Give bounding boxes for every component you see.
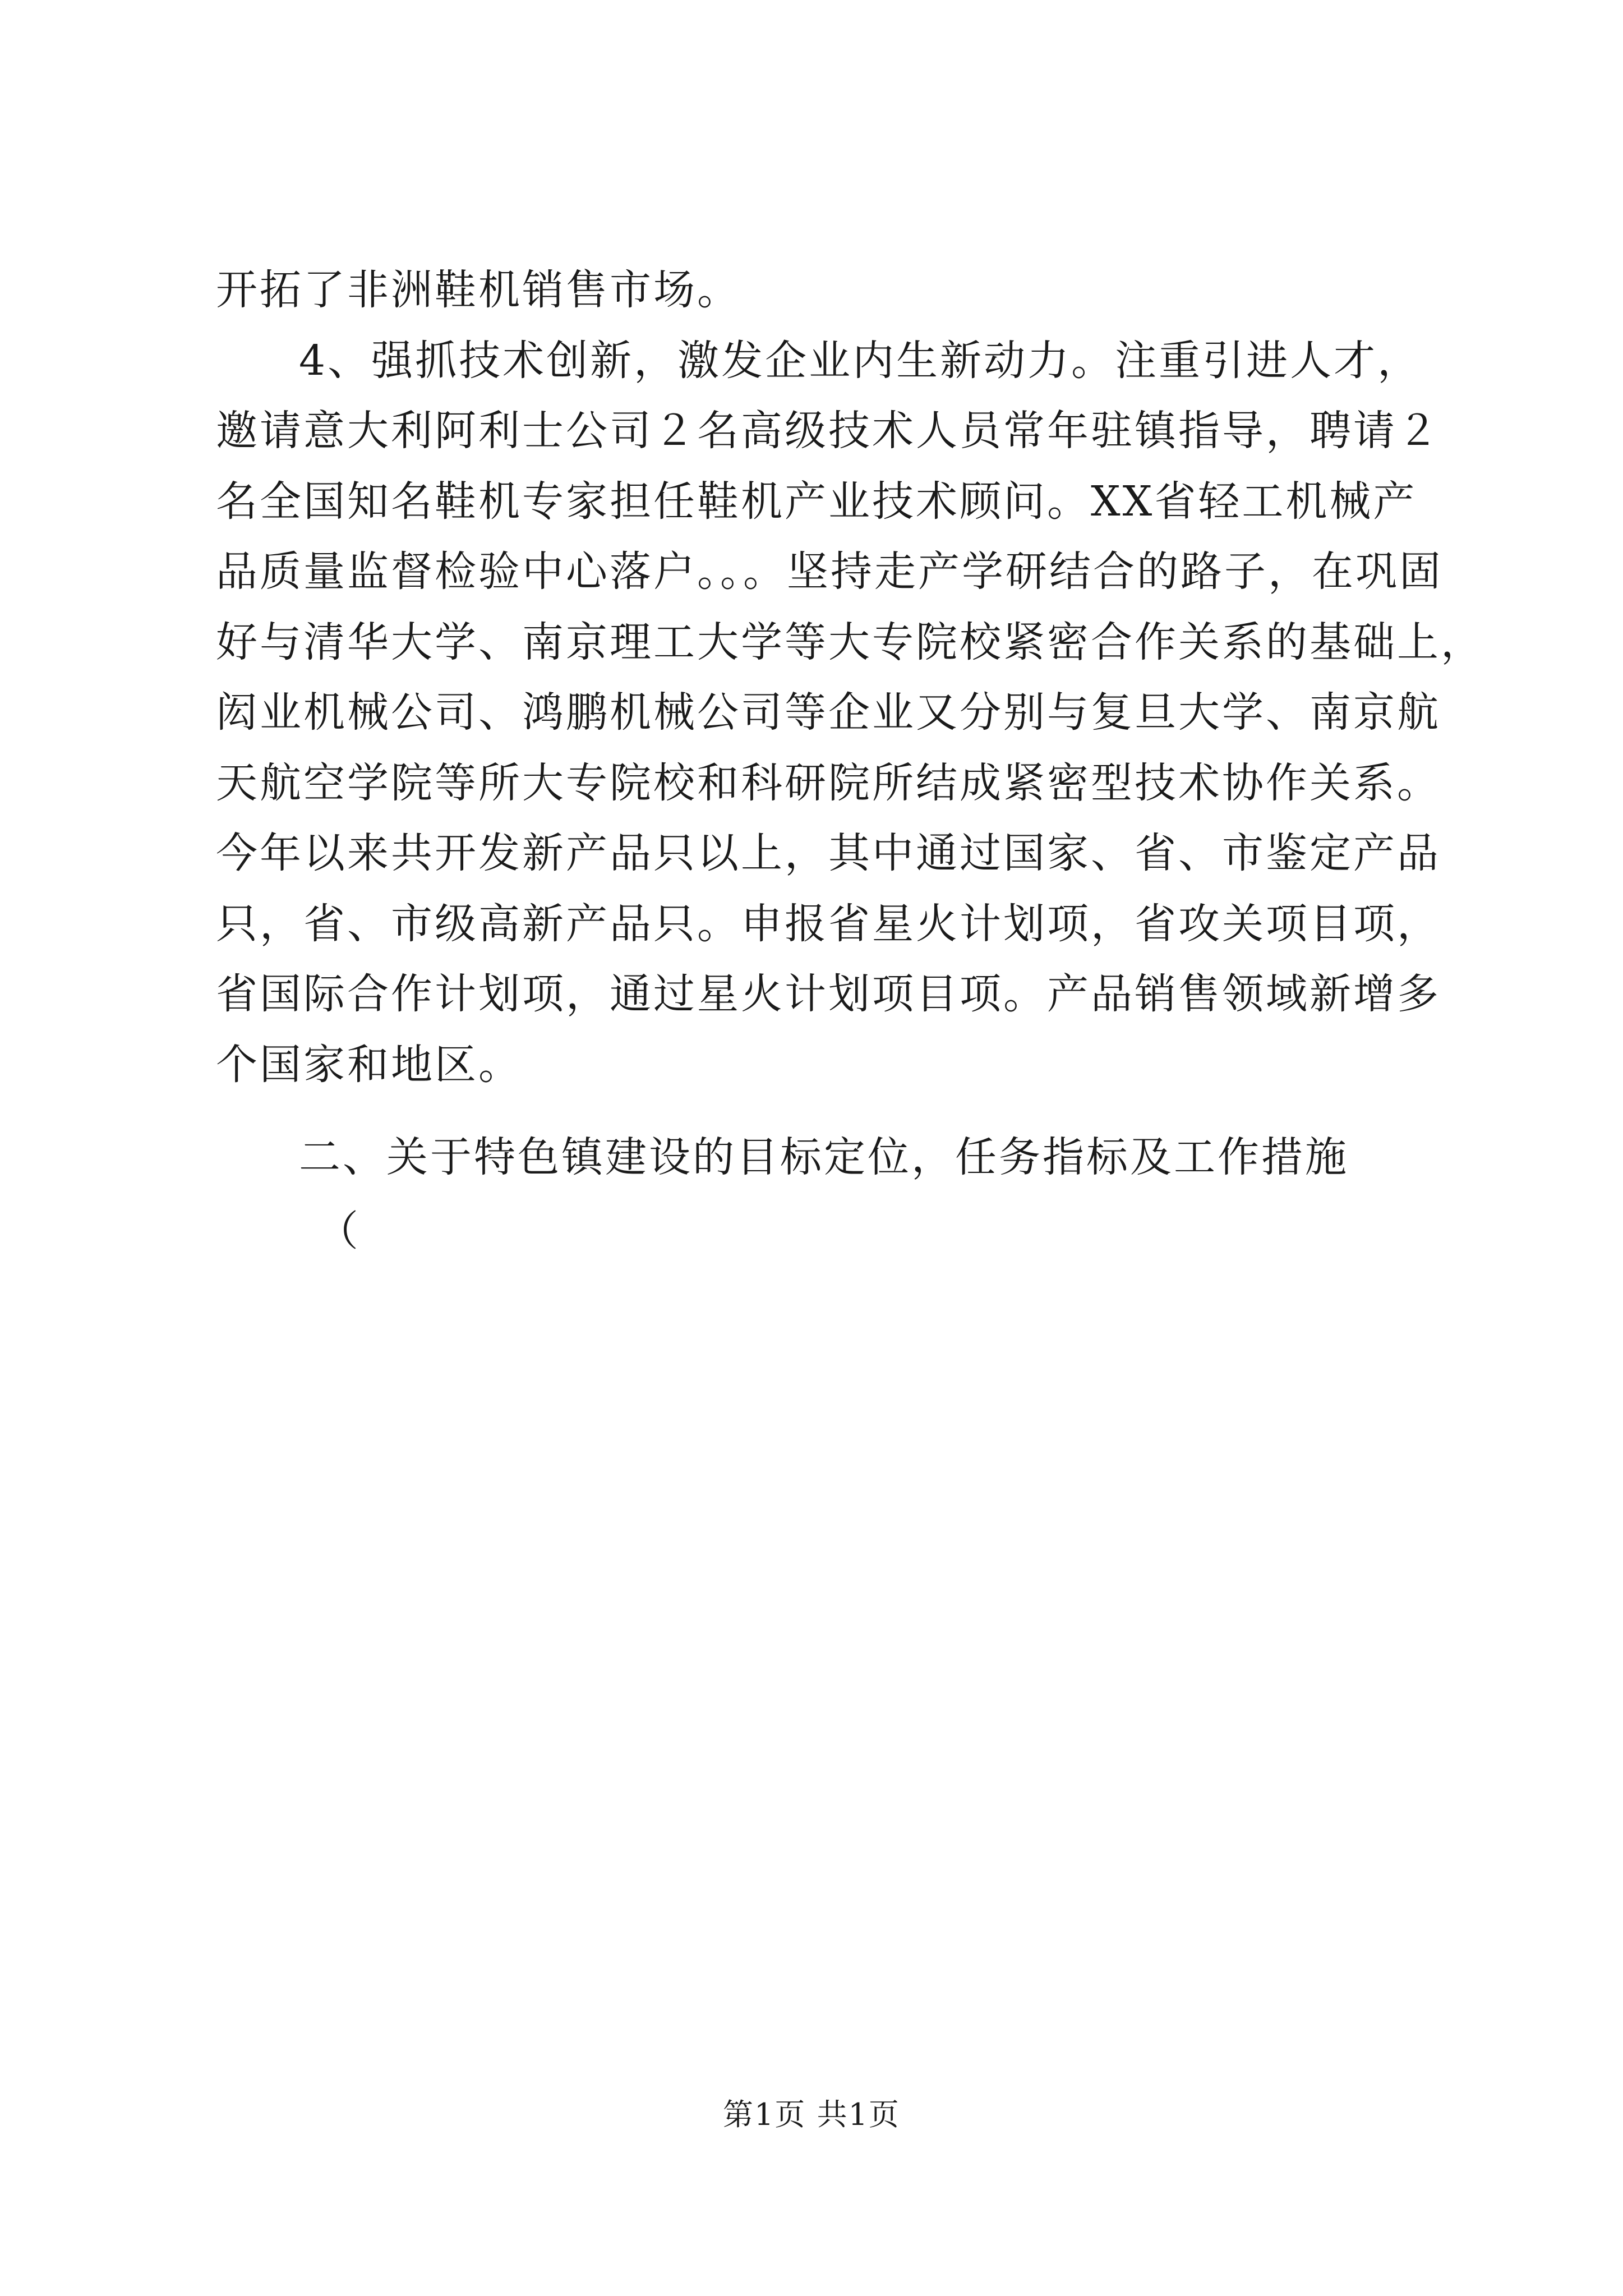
- text-line: 闳业机械公司、鸿鹏机械公司等企业又分别与复旦大学、南京航: [216, 688, 1441, 737]
- section-heading: 二、关于特色镇建设的目标定位，任务指标及工作措施: [299, 1133, 1349, 1181]
- page-footer: 第1页 共1页: [723, 2097, 900, 2132]
- text-line: 好与清华大学、南京理工大学等大专院校紧密合作关系的基础上，: [216, 618, 1484, 666]
- text-line: 品质量监督检验中心落户。。。坚持走产学研结合的路子，在巩固: [216, 547, 1443, 596]
- text-line: 开拓了非洲鞋机销售市场。: [216, 266, 741, 314]
- text-line: 只，省、市级高新产品只。申报省星火计划项，省攻关项目项，: [216, 899, 1441, 948]
- text-line: 邀请意大利阿利士公司２名高级技术人员常年驻镇指导，聘请２: [216, 407, 1441, 455]
- text-line: 省国际合作计划项，通过星火计划项目项。产品销售领域新增多: [216, 970, 1441, 1018]
- document-body: [216, 255, 1484, 1267]
- text-line: 4、强抓技术创新，激发企业内生新动力。注重引进人才，: [299, 336, 1422, 385]
- text-line: 名全国知名鞋机专家担任鞋机产业技术顾问。XX省轻工机械产: [216, 477, 1417, 526]
- text-line: 天航空学院等所大专院校和科研院所结成紧密型技术协作关系。: [216, 758, 1441, 807]
- text-line: 今年以来共开发新产品只以上，其中通过国家、省、市鉴定产品: [216, 829, 1441, 877]
- text-line: 个国家和地区。: [216, 1040, 522, 1089]
- text-line: （: [317, 1207, 361, 1255]
